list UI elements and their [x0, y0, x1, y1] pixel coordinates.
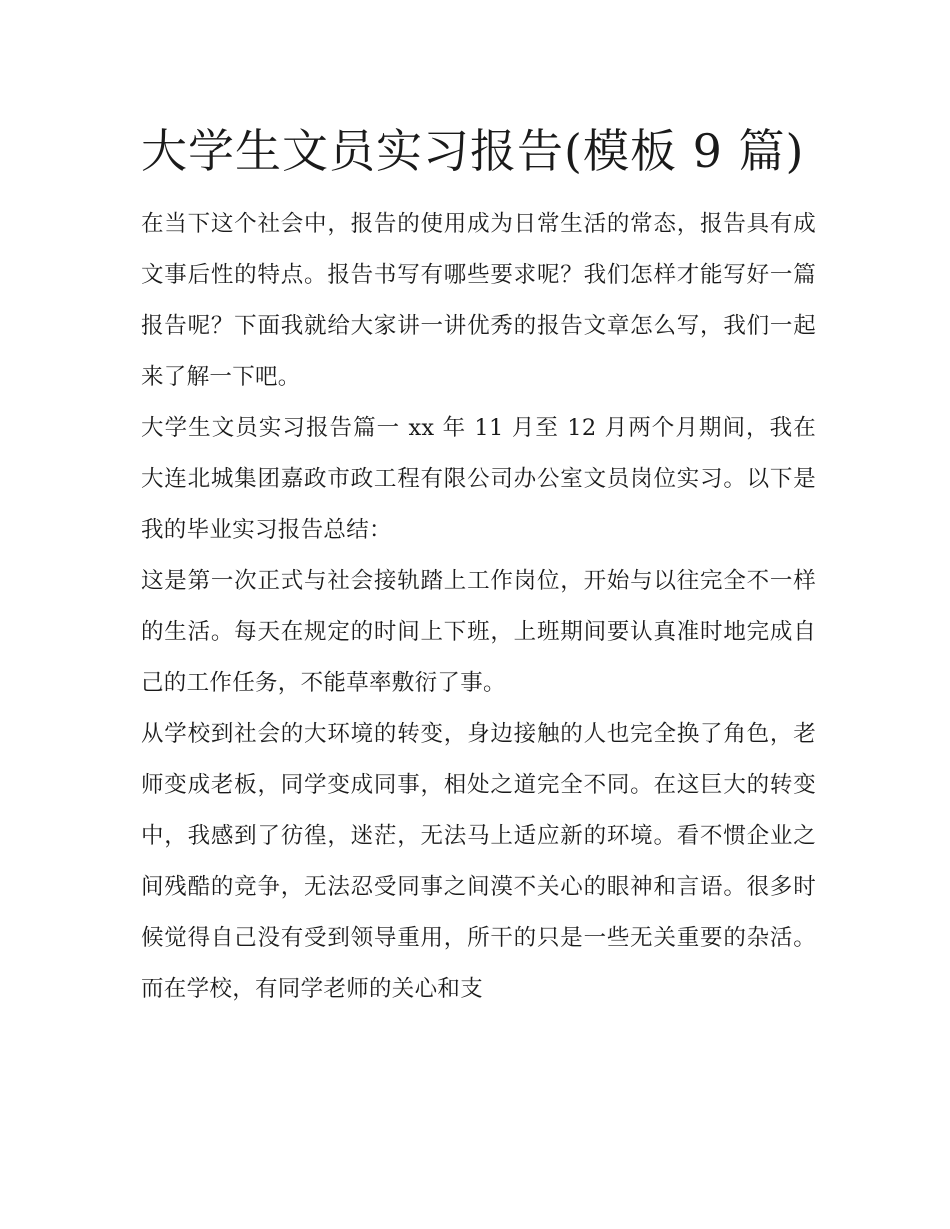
paragraph-report-1: 大学生文员实习报告篇一 xx 年 11 月至 12 月两个月期间，我在大连北城集团嘉政市政工程有限公司办公室文员岗位实习。以下是我的毕业实习报告总结： [141, 415, 816, 543]
document-body [141, 199, 816, 1015]
document-content [141, 112, 816, 1015]
paragraph-intro: 在当下这个社会中，报告的使用成为日常生活的常态，报告具有成文事后性的特点。报告书写有哪些要求呢？我们怎样才能写好一篇报告呢？下面我就给大家讲一讲优秀的报告文章怎么写，我们一起来了解一下吧。 [141, 211, 816, 390]
document-title: 大学生文员实习报告(模板 9 篇) [141, 124, 805, 178]
paragraph-first-job: 这是第一次正式与社会接轨踏上工作岗位，开始与以往完全不一样的生活。每天在规定的时间上下班，上班期间要认真准时地完成自己的工作任务，不能草率敷衍了事。 [141, 568, 816, 696]
paragraph-environment-change: 从学校到社会的大环境的转变，身边接触的人也完全换了角色，老师变成老板，同学变成同事，相处之道完全不同。在这巨大的转变中，我感到了彷徨，迷茫，无法马上适应新的环境。看不惯企业之间残酷的竞争，无法忍受同事之间漠不关心的眼神和言语。很多时候觉得自己没有受到领导重用，所干的只是一些无关重要的杂活。而在学校，有同学老师的关心和支 [141, 721, 816, 1002]
